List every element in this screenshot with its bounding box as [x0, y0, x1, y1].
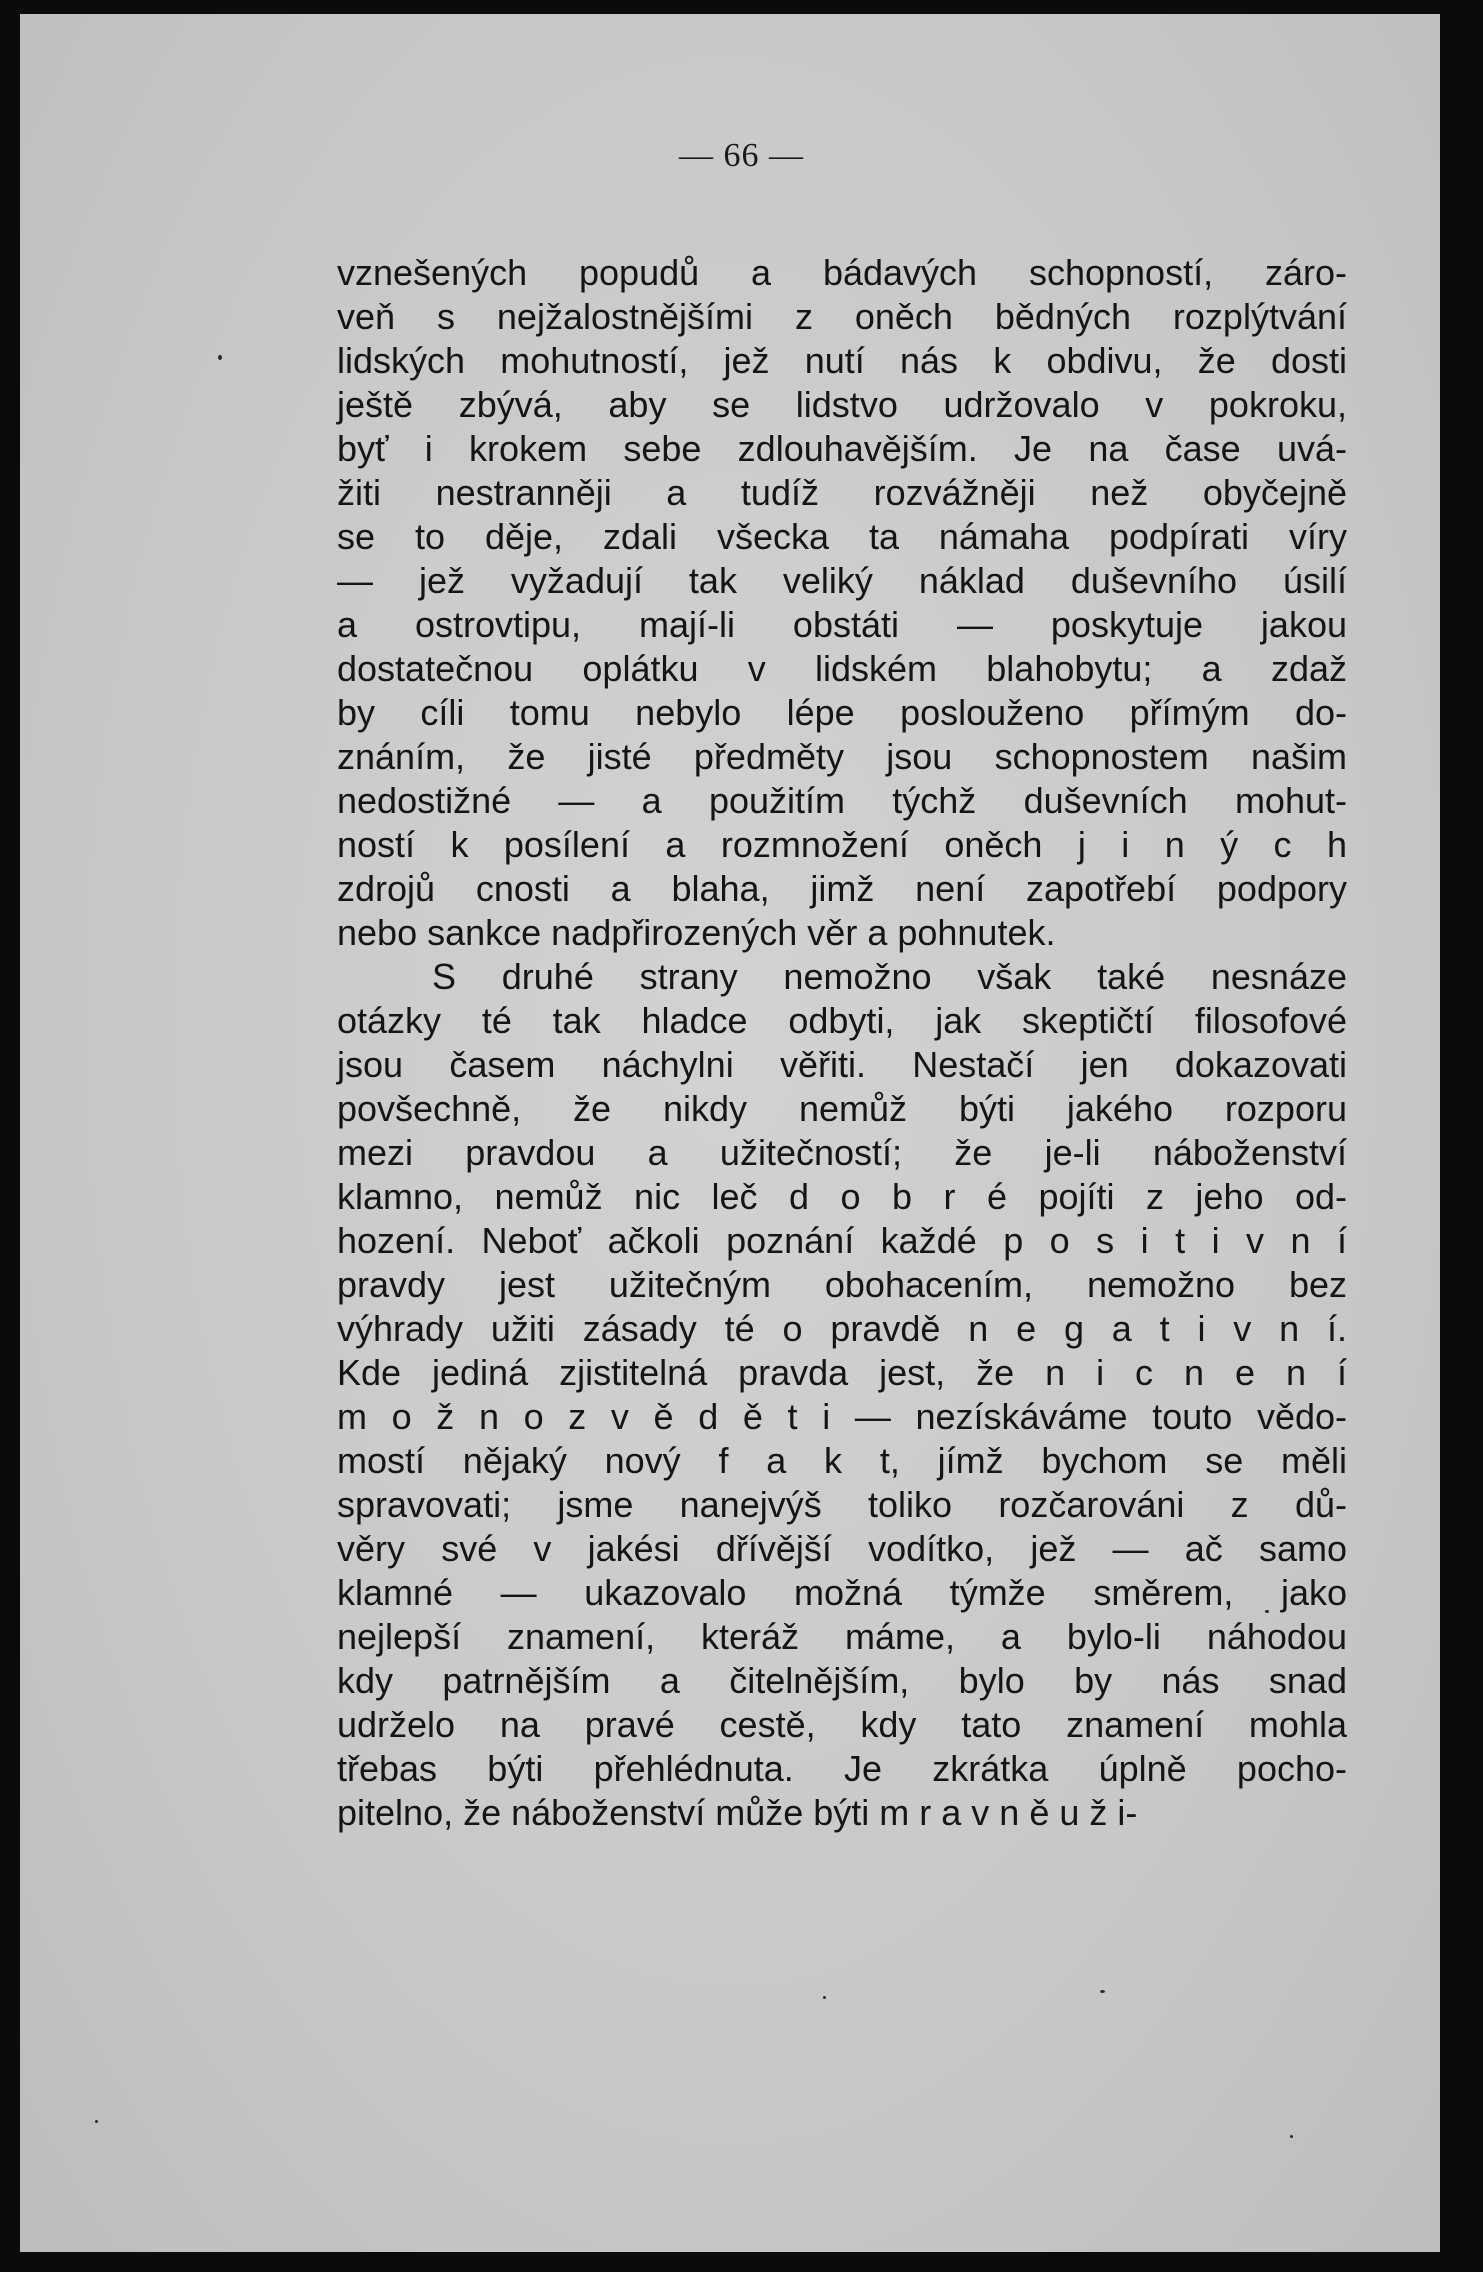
text-line: veň s nejžalostnějšími z oněch bědných rozplýtvání: [337, 296, 1347, 337]
text-line: věry své v jakési dřívější vodítko, jež — ač samo: [337, 1528, 1347, 1569]
text-line: otázky té tak hladce odbyti, jak skeptičtí filosofové: [337, 1000, 1347, 1041]
ink-speck: [95, 2120, 98, 2123]
text-line: a ostrovtipu, mají-li obstáti — poskytuje jakou: [337, 604, 1347, 645]
text-line: mostí nějaký nový f a k t, jímž bychom se měli: [337, 1440, 1347, 1481]
text-line: dostatečnou oplátku v lidském blahobytu; a zdaž: [337, 648, 1347, 689]
text-line: pravdy jest užitečným obohacením, nemožno bez: [337, 1264, 1347, 1305]
text-line: se to děje, zdali všecka ta námaha podpírati víry: [337, 516, 1347, 557]
text-line: by cíli tomu nebylo lépe poslouženo přímým do-: [337, 692, 1347, 733]
text-line: výhrady užiti zásady té o pravdě n e g a t i v n í.: [337, 1308, 1347, 1349]
text-line: znáním, že jisté předměty jsou schopnostem našim: [337, 736, 1347, 777]
text-line: zdrojů cnosti a blaha, jimž není zapotřebí podpory: [337, 868, 1347, 909]
ink-speck: [218, 355, 222, 360]
text-line: S druhé strany nemožno však také nesnáze: [432, 956, 1347, 997]
text-line: žiti nestranněji a tudíž rozvážněji než obyčejně: [337, 472, 1347, 513]
text-line: Kde jediná zjistitelná pravda jest, že n i c n e n í: [337, 1352, 1347, 1393]
text-line: nedostižné — a použitím týchž duševních mohut-: [337, 780, 1347, 821]
text-line: ještě zbývá, aby se lidstvo udržovalo v pokroku,: [337, 384, 1347, 425]
text-line: lidských mohutností, jež nutí nás k obdivu, že dosti: [337, 340, 1347, 381]
text-line: klamné — ukazovalo možná týmže směrem, jako: [337, 1572, 1347, 1613]
text-line: m o ž n o z v ě d ě t i — nezískáváme touto vědo-: [337, 1396, 1347, 1437]
text-line: ností k posílení a rozmnožení oněch j i n ý c h: [337, 824, 1347, 865]
ink-speck: [1290, 2135, 1293, 2138]
text-line: spravovati; jsme nanejvýš toliko rozčarováni z dů-: [337, 1484, 1347, 1525]
text-line: udrželo na pravé cestě, kdy tato znamení mohla: [337, 1704, 1347, 1745]
text-line: třebas býti přehlédnuta. Je zkrátka úplně pocho-: [337, 1748, 1347, 1789]
text-line: klamno, nemůž nic leč d o b r é pojíti z jeho od-: [337, 1176, 1347, 1217]
text-line: povšechně, že nikdy nemůž býti jakého rozporu: [337, 1088, 1347, 1129]
text-line: jsou časem náchylni věřiti. Nestačí jen dokazovati: [337, 1044, 1347, 1085]
text-line: hození. Neboť ačkoli poznání každé p o s i t i v n í: [337, 1220, 1347, 1261]
text-line: vznešených popudů a bádavých schopností, záro-: [337, 252, 1347, 293]
text-line: byť i krokem sebe zdlouhavějším. Je na čase uvá-: [337, 428, 1347, 469]
text-line: pitelno, že náboženství může býti m r a v n ě u ž i-: [337, 1792, 1138, 1833]
text-line: — jež vyžadují tak veliký náklad duševního úsilí: [337, 560, 1347, 601]
ink-speck: [823, 1996, 826, 1999]
ink-speck: [1100, 1990, 1105, 1993]
text-line: nebo sankce nadpřirozených věr a pohnutek.: [337, 912, 1056, 953]
text-line: mezi pravdou a užitečností; že je-li náboženství: [337, 1132, 1347, 1173]
page-number: — 66 —: [679, 137, 804, 174]
text-line: nejlepší znamení, kteráž máme, a bylo-li náhodou: [337, 1616, 1347, 1657]
body-text: [337, 251, 1347, 1835]
text-line: kdy patrnějším a čitelnějším, bylo by nás snad: [337, 1660, 1347, 1701]
